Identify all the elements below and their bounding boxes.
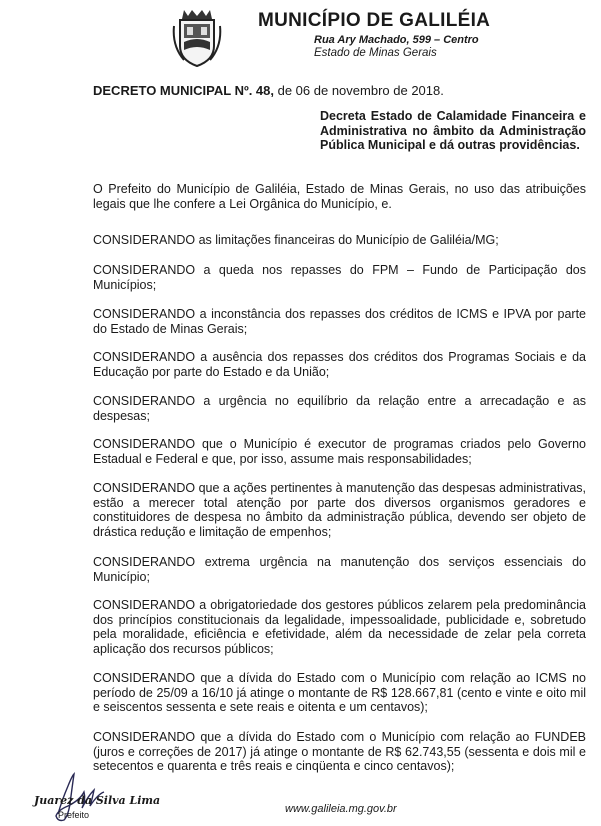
municipality-state: Estado de Minas Gerais bbox=[314, 47, 437, 59]
signatory-role: Prefeito bbox=[58, 810, 90, 820]
municipality-name: MUNICÍPIO DE GALILÉIA bbox=[258, 10, 491, 31]
considerando-paragraph: CONSIDERANDO que a ações pertinentes à manutenção das despesas administrativas, estão a merecer total atenção por parte dos diversos organismos geradores e constituidores de despesa no âmbito da administração pública, devendo ser objeto de drástica redução e limitação de empenhos; bbox=[93, 481, 586, 539]
considerando-paragraph: CONSIDERANDO a queda nos repasses do FPM – Fundo de Participação dos Municípios; bbox=[93, 263, 586, 292]
municipality-address: Rua Ary Machado, 599 – Centro bbox=[314, 34, 479, 46]
preamble-paragraph: O Prefeito do Município de Galiléia, Estado de Minas Gerais, no uso das atribuições legais que lhe confere a Lei Orgânica do Município, e. bbox=[93, 182, 586, 211]
decree-title bbox=[93, 83, 573, 98]
considerando-paragraph: CONSIDERANDO a obrigatoriedade dos gestores públicos zelarem pela predominância dos princípios constitucionais da legalidade, impessoalidade, publicidade e, sobretudo pela moralidade, eficiência e efetividade, além da necessidade de zelar pela correta aplicação dos recursos públicos; bbox=[93, 598, 586, 656]
decree-date: de 06 de novembro de 2018. bbox=[274, 83, 444, 98]
website-url: www.galileia.mg.gov.br bbox=[285, 803, 397, 815]
considerando-paragraph: CONSIDERANDO as limitações financeiras do Município de Galiléia/MG; bbox=[93, 233, 499, 247]
considerando-paragraph: CONSIDERANDO que o Município é executor de programas criados pelo Governo Estadual e Federal e que, por isso, assume mais responsabilidades; bbox=[93, 437, 586, 466]
signatory-name: Juarez da Silva Lima bbox=[34, 794, 161, 807]
considerando-paragraph: CONSIDERANDO a inconstância dos repasses dos créditos de ICMS e IPVA por parte do Estado de Minas Gerais; bbox=[93, 307, 586, 336]
considerando-paragraph: CONSIDERANDO extrema urgência na manutenção dos serviços essenciais do Município; bbox=[93, 555, 586, 584]
considerando-paragraph: CONSIDERANDO que a dívida do Estado com o Município com relação ao FUNDEB (juros e correções de 2017) já atinge o montante de R$ 62.743,55 (sessenta e dois mil e setecentos e quarenta e três reais e cinqüenta e cinco centavos); bbox=[93, 730, 586, 773]
decree-summary: Decreta Estado de Calamidade Financeira e Administrativa no âmbito da Administração Pública Municipal e dá outras providências. bbox=[320, 109, 586, 152]
municipal-crest-icon bbox=[172, 6, 222, 68]
considerando-paragraph: CONSIDERANDO que a dívida do Estado com o Município com relação ao ICMS no período de 25/09 a 16/10 já atinge o montante de R$ 128.667,81 (cento e vinte e oito mil e seiscentos sessenta e sete reais e oitenta e um centavos); bbox=[93, 671, 586, 714]
decree-number: DECRETO MUNICIPAL Nº. 48, bbox=[93, 83, 274, 98]
considerando-paragraph: CONSIDERANDO a ausência dos repasses dos créditos dos Programas Sociais e da Educação por parte do Estado e da União; bbox=[93, 350, 586, 379]
letterhead bbox=[258, 10, 588, 59]
considerando-paragraph: CONSIDERANDO a urgência no equilíbrio da relação entre a arrecadação e as despesas; bbox=[93, 394, 586, 423]
